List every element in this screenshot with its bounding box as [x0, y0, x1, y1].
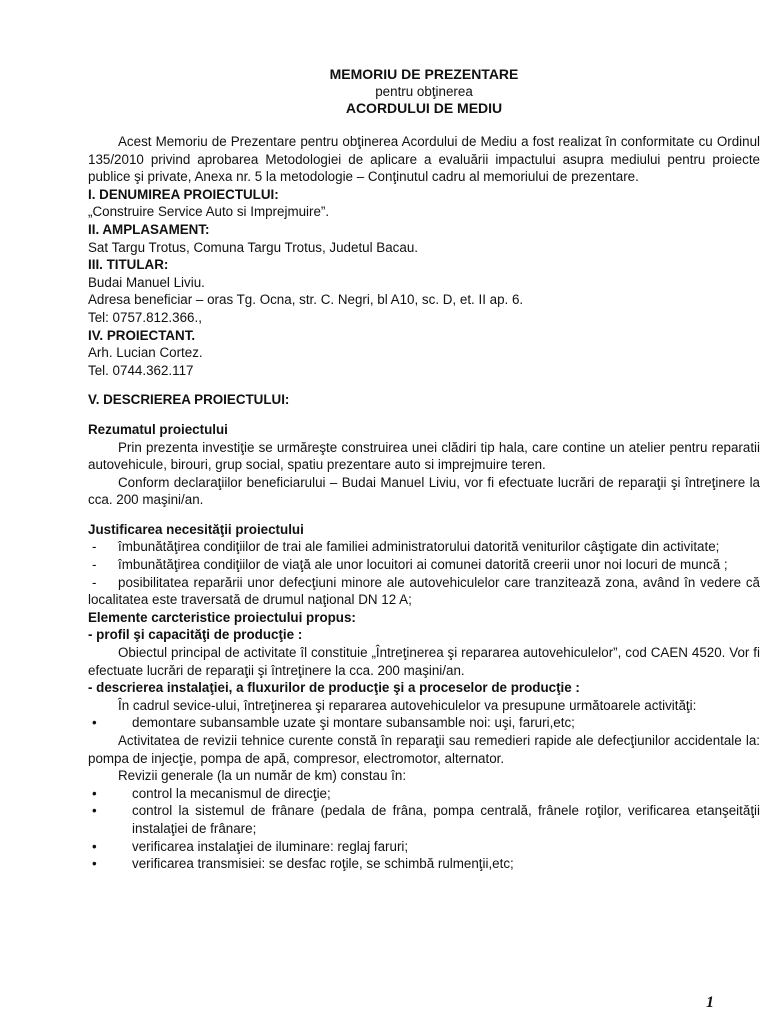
descriere-paragraph: În cadrul sevice-ului, întreţinerea şi repararea autovehiculelor va presupune următoarele activităţi: [118, 697, 697, 713]
intro-paragraph: Acest Memoriu de Prezentare pentru obţinerea Acordului de Mediu a fost realizat în conformitate cu Ordinul 135/2010 privind aprobarea Metodologiei de aplicare a evaluării impactului asupra mediului pentru proiecte publice şi private, Anexa nr. 5 la metodologie – Conţinutul cadru al memoriului de prezentare. [88, 134, 760, 185]
document-title: MEMORIU DE PREZENTARE [329, 66, 519, 82]
bullet-text: verificarea transmisiei: se desfac roţile, se schimbă rulmenţii,etc; [132, 856, 514, 872]
section-5-heading: V. DESCRIEREA PROIECTULUI: [88, 392, 290, 408]
bullet-marker: • [92, 715, 97, 731]
justificare-item-text: îmbunătăţirea condiţiilor de viaţă ale unor locuitori ai comunei datorită creerii unor noi locuri de muncă ; [118, 557, 728, 573]
page-number: 1 [706, 994, 714, 1011]
revizii-generale-paragraph: Revizii generale (la un număr de km) constau în: [118, 768, 407, 784]
dash-marker: - [92, 574, 97, 590]
descriere-heading: - descrierea instalaţiei, a fluxurilor de producţie şi a proceselor de producţie : [88, 680, 580, 696]
bullet-marker: • [92, 785, 97, 801]
elemente-heading: Elemente carcteristice proiectului propus: [88, 609, 356, 625]
titular-name: Budai Manuel Liviu. [88, 274, 205, 290]
bullet-marker: • [92, 803, 97, 819]
bullet-text: control la sistemul de frânare (pedala de frâna, pompa centrală, frânele roţilor, verificarea etanşeităţii instalaţiei de frânare; [132, 803, 760, 836]
section-1-heading: I. DENUMIREA PROIECTULUI: [88, 186, 279, 202]
justificare-heading: Justificarea necesităţii proiectului [88, 521, 304, 537]
bullet-marker: • [92, 838, 97, 854]
rezumat-paragraph-1: Prin prezenta investiţie se urmăreşte construirea unei clădiri tip hala, care contine un atelier pentru reparatii autovehicule, birouri, grup social, spatiu prezentare auto si imprejmuire teren. [88, 439, 760, 473]
justificare-item-text: îmbunătăţirea condiţiilor de trai ale familiei administratorului datorită veniturilor câştigate din activitate; [118, 539, 720, 555]
list-item [88, 838, 760, 856]
profil-paragraph: Obiectul principal de activitate îl constituie „Întreţinerea şi repararea autovehiculelor”, cod CAEN 4520. Vor fi efectuate lucrări de reparaţii şi întreţinere la cca. 200 maşini/an. [88, 645, 760, 678]
justificare-item-1 [88, 538, 760, 556]
list-item [88, 802, 760, 837]
document-title-2: ACORDULUI DE MEDIU [345, 100, 503, 116]
section-2-heading: II. AMPLASAMENT: [88, 221, 210, 237]
list-item [88, 785, 760, 803]
dash-marker: - [92, 539, 97, 555]
profil-heading: - profil şi capacităţi de producţie : [88, 627, 303, 643]
justificare-item-3 [88, 574, 760, 609]
list-item [88, 855, 760, 873]
bullet-text: verificarea instalaţiei de iluminare: reglaj faruri; [132, 838, 409, 854]
revizii-paragraph: Activitatea de revizii tehnice curente constă în reparaţii sau remedieri rapide ale defecţiunilor accidentale la: pompa de injecţie, pompa de apă, compresor, electromotor, alternator. [88, 733, 760, 766]
bullet-text: demontare subansamble uzate şi montare subansamble noi: uşi, faruri,etc; [132, 715, 575, 731]
proiectant-phone: Tel. 0744.362.117 [88, 362, 194, 378]
justificare-item-2 [88, 556, 760, 574]
section-3-heading: III. TITULAR: [88, 257, 169, 273]
justificare-item-text: posibilitatea reparării unor defecţiuni minore ale autovehiculelor care tranzitează zona, având în vedere că localitatea este traversată de drumul naţional DN 12 A; [88, 574, 760, 608]
titular-address: Adresa beneficiar – oras Tg. Ocna, str. C. Negri, bl A10, sc. D, et. II ap. 6. [88, 292, 524, 308]
section-2-text: Sat Targu Trotus, Comuna Targu Trotus, Judetul Bacau. [88, 239, 418, 255]
dash-marker: - [92, 557, 97, 573]
section-1-text: „Construire Service Auto si Imprejmuire”. [88, 204, 330, 220]
document-subtitle: pentru obţinerea [375, 84, 473, 99]
list-item [88, 714, 760, 732]
titular-phone: Tel: 0757.812.366., [88, 309, 202, 325]
proiectant-name: Arh. Lucian Cortez. [88, 345, 203, 361]
rezumat-paragraph-2: Conform declaraţiilor beneficiarului – Budai Manuel Liviu, vor fi efectuate lucrări de reparaţii şi întreţinere la cca. 200 maşini/an. [88, 474, 760, 508]
section-4-heading: IV. PROIECTANT. [88, 327, 196, 343]
rezumat-heading: Rezumatul proiectului [88, 421, 228, 437]
document-body [88, 66, 760, 873]
bullet-text: control la mecanismul de direcţie; [132, 785, 331, 801]
bullet-marker: • [92, 856, 97, 872]
